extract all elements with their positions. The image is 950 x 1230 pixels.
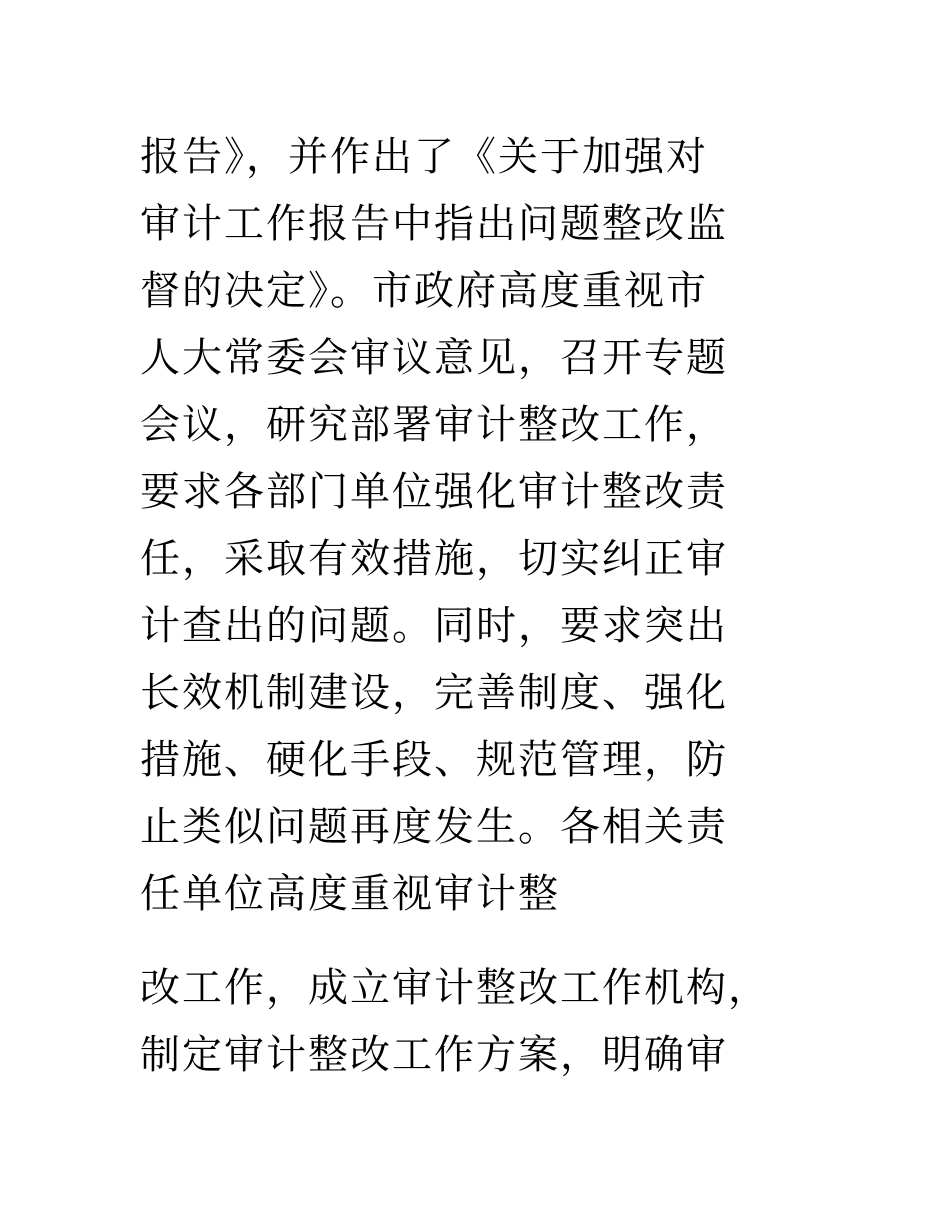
text-line: 计查出的问题。同时，要求突出 [140, 603, 728, 649]
text-line: 督的决定》。市政府高度重视市 [140, 268, 708, 314]
text-line: 任，采取有效措施，切实纠正审 [140, 536, 728, 582]
text-line: 改工作，成立审计整改工作机构， [140, 965, 770, 1011]
text-line: 报告》，并作出了《关于加强对 [140, 134, 708, 180]
text-line: 人大常委会审议意见，召开专题 [140, 335, 728, 381]
text-line: 审计工作报告中指出问题整改监 [140, 201, 728, 247]
text-line: 要求各部门单位强化审计整改责 [140, 469, 728, 515]
text-line: 制定审计整改工作方案，明确审 [140, 1032, 728, 1078]
text-line: 措施、硬化手段、规范管理，防 [140, 737, 728, 783]
text-line: 会议，研究部署审计整改工作， [140, 402, 728, 448]
text-line: 长效机制建设，完善制度、强化 [140, 670, 728, 716]
text-line: 止类似问题再度发生。各相关责 [140, 804, 728, 850]
text-line: 任单位高度重视审计整 [140, 871, 560, 917]
